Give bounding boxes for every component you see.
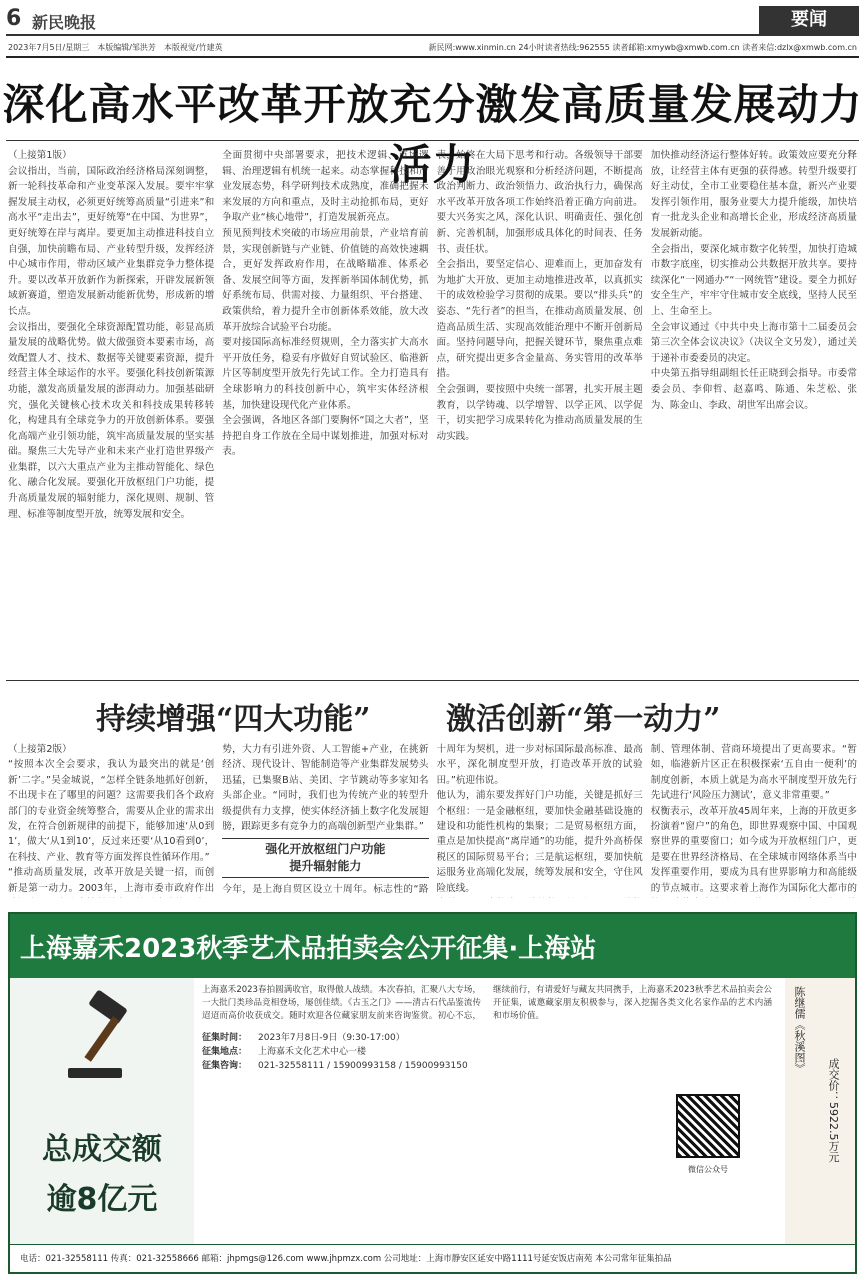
phone: 021-32558111 / 15900993158 / 15900993150 (258, 1061, 468, 1071)
headline-left: 持续增强“四大功能” (96, 702, 371, 737)
divider (6, 680, 859, 681)
contact-line: 新民网:www.xinmin.cn 24小时读者热线:962555 读者邮箱:xmywb@xmwb.com.cn 读者来信:dzlx@xmwb.com.cn (428, 43, 857, 52)
collect-place: 上海嘉禾文化艺术中心一楼 (258, 1047, 367, 1057)
divider (6, 56, 859, 58)
qr-label: 微信公众号 (688, 1165, 728, 1174)
gavel-icon (50, 988, 150, 1088)
article2-col3: 十周年为契机，进一步对标国际最高标准、最高水平，深化制度型开放，打造改革开放的试验田。”杭迎伟说。 他认为，浦东要发挥好门户功能，关键是抓好三个枢纽：一是金融枢纽，要加快金融基础设施的建设和功能性机构的集聚；二是贸易枢纽方面，重点是加快提高“离岸通”的功能，提升外高桥保税区的国际贸易平台；三是航运枢纽，要加快航运服务业高端化发展，统筹发展和安全，守住风险底线。 (436, 744, 643, 894)
paper-name: 新民晚报 (32, 13, 97, 32)
main-headline: 深化高水平改革开放充分激发高质量发展动力活力 (2, 80, 863, 189)
divider (6, 140, 859, 141)
article2-body (8, 742, 857, 898)
auction-advertisement (8, 912, 857, 1274)
ad-right-panel (785, 978, 855, 1244)
ad-info (202, 1031, 772, 1073)
collect-time: 2023年7月8日-9日（9:30-17:00） (258, 1033, 405, 1043)
phone-row (202, 1059, 772, 1073)
page-number: 6 (6, 6, 22, 31)
ad-left-panel (10, 978, 194, 1244)
article1-col1: （上接第1版） 会议指出，当前，国际政治经济格局深刻调整，新一轮科技革命和产业变革深入发展。要牢牢掌握发展主动权，必须更好统筹高质量“引进来”和高水平“走出去”，更好统筹“在中国、为世界”，更好统筹在岸与离岸。要更加主动推进科技自立自强，加快前瞻布局、产业转型升级，发挥经济中心城市作用，带动区域产业集群竞争力整体提升。要以改革开放新作为新探索，开辟发展新领域新赛道，塑造发展新动能新优势，形成新的增长点。 会议指出，要强化全球资源配置功能，彰显高质量发展的战略优势。做大做强资本要素市场，高效配置人才、技术、数据等关键要素资源，提升经营主体全球运作的水平。要强化科技创新策源功能，激发高质量发展的澎湃动力。加强基础研究，强化关键核心技术攻关和科技成果转移转化，构建具有全球竞争力的开放创新体系。要强化高端产业引领功能，筑牢高质量发展的坚实基础。聚焦三大先导产业和未来产业打造世界级产业集群，以六大重点产业为主推动智能化、绿色化、融合化发展。要强化开放枢纽门户功能，提升高质量发展的辐射能力，深化规则、规制、管理、标准等制度型开放，统筹发展和安全。 (8, 150, 215, 520)
section-label: 要闻 (759, 6, 859, 34)
subheading: 强化开放枢纽门户功能 提升辐射能力 (222, 838, 428, 878)
collect-time-label: 征集时间： (202, 1033, 248, 1043)
date-line: 2023年7月5日/星期三 本版编辑/邹洪芳 本版视觉/竹建英 (8, 43, 223, 52)
ad-slogan-line1: 总成交额 (42, 1132, 162, 1167)
article2-col2 (222, 742, 428, 898)
artwork-price: 成交价：5922.5万元 (827, 1058, 840, 1163)
ad-body (202, 984, 772, 1073)
article1-col4: 加快推动经济运行整体好转。政策效应要充分释放，让经营主体有更强的获得感。转型升级要打好主动仗，全市工业要稳住基本盘，新兴产业要发挥引领作用，服务业要大力提升能级，加快培育一批龙头企业和高增长企业，形成经济高质量发展新动能。 全会指出，要深化城市数字化转型，加快打造城市数字底座，切实推动公共数据开放共享。要持续深化“一网通办”“一网统管”建设。要全力抓好安全生产，牢牢守住城市安全底线，坚持人民至上、生命至上。 全会审议通过《中共中央上海市第十二届委员会第三次全体会议决议》（决议全文另发），通过关于递补市委委员的决定。 中央第五指导组副组长任正晓到会指导。市委常委会员、李仰哲、赵嘉鸣、陈通、朱芝松、张为、陈金山、李政、胡世军出席会议。 (650, 150, 857, 411)
collect-place-row (202, 1045, 772, 1059)
article1-col2: 全面贯彻中央部署要求，把技术逻辑、市场逻辑、治理逻辑有机统一起来。动态掌握科技和产业发展态势，科学研判技术成熟度，准确把握未来发展的方向和重点，及时主动抢抓布局，更好争取产业“核心地带”，打造发展新亮点。 预见预判技术突破的市场应用前景，产业培育前景，实现创新链与产业链、价值链的高效快速耦合，更好发挥政府作用，在战略瞄准、体系必备、发展空间等方面，发挥新举国体制优势，抓好系统布局、供需对接、力量组织、平台搭建、政策供给，着力提升全市创新体系效能，放大改革开放综合试验平台功能。 要对接国际高标准经贸规则，全力落实扩大高水平开放任务，稳妥有序做好自贸试验区、临港新片区等制度型开放先行先试工作。全力打造具有全球影响力的科技创新中心，筑牢实体经济根基，加快建设现代化产业体系。 全会强调，各地区各部门要胸怀“国之大者”，坚持把自身工作放在全局中谋划推进，加强对标对表。 (222, 150, 429, 458)
phone-label: 征集咨询： (202, 1061, 248, 1071)
collect-time-row (202, 1031, 772, 1045)
article1-body (8, 148, 857, 676)
article2-col4: 制、管理体制、营商环境提出了更高要求。“暂如，临港新片区正在积极探索‘五自由一便利’的制度创新，本质上就是为高水平制度型开放先行先试进行‘风险压力测试’，意义非常重要。” 权衡表示，改革开放45周年来，上海的开放更多扮演着“窗户”的角色，即世界观察中国、中国观察世界的重要窗口；如今成为开放枢纽门户，更是要在世界经济格局、在全球城市网络体系当中发挥重要作用，要成为具有世界影响力和高能级的节点城市。这要求着上海作为国际化大都市的 (650, 744, 857, 894)
article2-col2-text: 势，大力有引进外资、人工智能+产业，在挑新经济、现代设计、智能制造等产业集群发展势头迅猛，已集聚B站、美团、字节跳动等多家知名头部企业。“同时，我们也为传统产业的转型升级提供有力支撑，使实体经济插上数字化发展翅膀，跟踪更多有竞争力的高端创新型产业集群。” (222, 744, 429, 833)
headline-right: 激活创新“第一动力” (446, 702, 721, 737)
artwork-title: 陈继儒《秋溪图》 (793, 986, 806, 1074)
page-header (6, 6, 859, 36)
ad-slogan-line2: 逾8亿元 (46, 1182, 158, 1217)
qr-code (676, 1094, 740, 1158)
article2-col2b-text: 今年，是上海自贸区设立十周年。标志性的“路 (222, 884, 429, 896)
article1-col3: 表，始终在大局下思考和行动。各级领导干部要善于用政治眼光观察和分析经济问题，不断提高政治判断力、政治领悟力、政治执行力，确保高水平改革开放各项工作始终沿着正确方向前进。要大兴务实之风，深化认识、明确责任、强化创新、完善机制，加强形成具体化的时间表、任务书、责任状。 全会指出，要坚定信心、迎难而上，更加奋发有为地扩大开放、更加主动地推进改革，以真抓实干的成效检验学习贯彻的成果。要以“排头兵”的姿态、“先行者”的担当，在推动高质量发展、创造高品质生活、实现高效能治理中不断开创新局面。坚持问题导向，把握关键环节，聚焦重点难点，研究提出更多含金量高、务实管用的改革举措。 全会强调，要按照中央统一部署，扎实开展主题教育，以学铸魂、以学增智、以学正风、以学促干，切实把学习成果转化为推动高质量发展的生动实践。 (436, 150, 643, 442)
ad-footer: 电话：021-32558111 传真：021-32558666 邮箱：jhpmgs@126.com www.jhpmzx.com 公司地址：上海市静安区延安中路1111号延安饭店南苑 本公司常年征集拍品 (10, 1244, 855, 1272)
date-contact-line (8, 42, 857, 53)
ad-title: 上海嘉禾2023秋季艺术品拍卖会公开征集·上海站 (10, 914, 855, 978)
ad-body-text: 上海嘉禾2023春拍圆满收官，取得傲人战绩。本次春拍，汇聚八大专场，一大批门类珍品竞相登场，屡创佳绩。《古玉之门》——清古石代品鉴流传迢迢而高价收获成交。随时欢迎各位藏家朋友前来咨询鉴赏。初心不忘，继续前行，有请爱好与藏友共同携手，上海嘉禾2023秋季艺术品拍卖会公开征集，诚邀藏家朋友积极参与，深入挖掘各类文化名家作品的艺术内涵和市场价值。 (202, 985, 772, 1021)
article2-col1: （上接第2版） “按照本次全会要求，我认为最突出的就是‘创新’二字。”吴金城说，“怎样全链条地抓好创新，不出现卡在了哪里的问题？这需要我们各个政府部门的专业资金统筹整合，需要从企业的需求出发，在符合创新规律的前提下，能够加速‘从0到1’，做大‘从1到10’，反过来还要‘从10看到0’，在科技、产业、教育等方面发挥良性循环作用。” “推动高质量发展，改革开放是关键一招，而创新是第一动力。2003年，上海市委市政府作出 (8, 744, 215, 894)
collect-place-label: 征集地点： (202, 1047, 248, 1057)
